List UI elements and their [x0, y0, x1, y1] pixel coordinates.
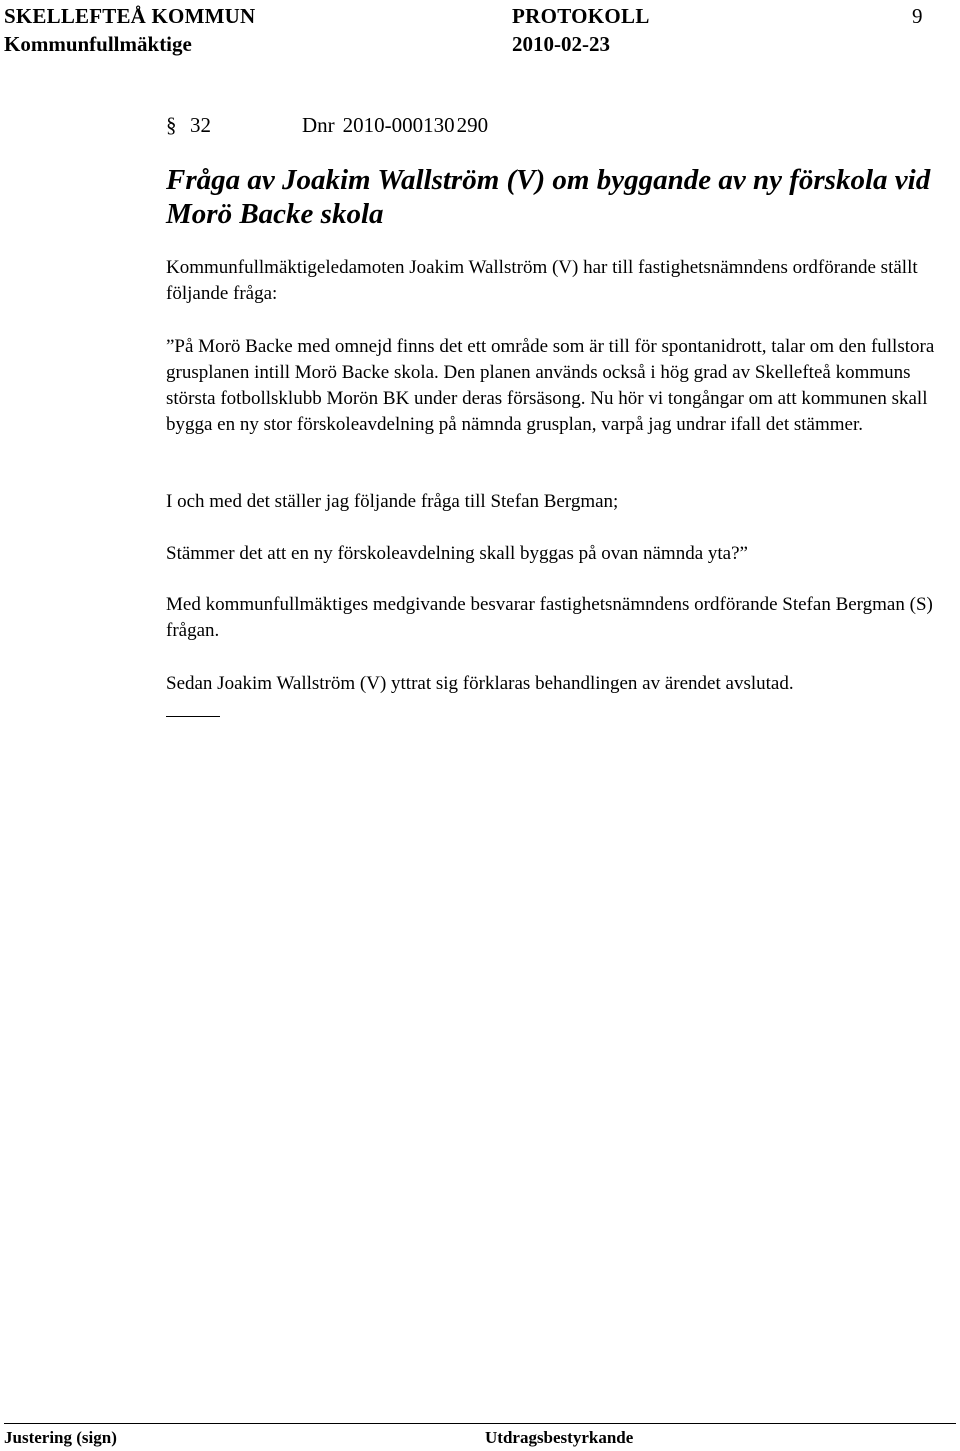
section-number: 32 [190, 113, 211, 137]
dnr-label: Dnr [302, 113, 335, 137]
document-type: PROTOKOLL [512, 4, 650, 28]
page-title: Fråga av Joakim Wallström (V) om byggande av ny förskola vid Morö Backe skola [166, 164, 931, 230]
quote-paragraph: ”På Morö Backe med omnejd finns det ett område som är till för spontanidrott, talar om den fullstora grusplanen intill Morö Backe skola. Den planen används också i hög grad av Skellefteå kommuns största fotbollsklubb Morön BK under deras försäsong. Nu hör vi tongångar om att kommunen skall bygga en ny stor förskoleavdelning på nämnda grusplan, varpå jag undrar ifall det stämmer. [166, 336, 935, 435]
footer-justering: Justering (sign) [4, 1428, 117, 1447]
closing-paragraph: Sedan Joakim Wallström (V) yttrat sig förklaras behandlingen av ärendet avslutad. [166, 673, 794, 694]
municipality-name: SKELLEFTEÅ KOMMUN [4, 4, 256, 28]
intro-paragraph: Kommunfullmäktigeledamoten Joakim Wallström (V) har till fastighetsnämndens ordförande ställt följande fråga: [166, 257, 918, 304]
dnr-number: 2010-000130 [342, 113, 455, 137]
meeting-date: 2010-02-23 [512, 32, 610, 56]
answer-paragraph: Med kommunfullmäktiges medgivande besvarar fastighetsnämndens ordförande Stefan Bergman (S) frågan. [166, 594, 933, 641]
section-line [166, 113, 488, 138]
question-intro-paragraph: I och med det ställer jag följande fråga till Stefan Bergman; [166, 491, 619, 512]
page-number: 9 [912, 4, 923, 28]
footer-divider [4, 1423, 956, 1424]
end-divider [166, 716, 220, 717]
footer-utdragsbestyrkande: Utdragsbestyrkande [485, 1428, 634, 1447]
committee-name: Kommunfullmäktige [4, 32, 192, 56]
section-symbol: § [166, 113, 177, 137]
section-code: 290 [456, 113, 489, 137]
question-paragraph: Stämmer det att en ny förskoleavdelning skall byggas på ovan nämnda yta?” [166, 543, 748, 564]
